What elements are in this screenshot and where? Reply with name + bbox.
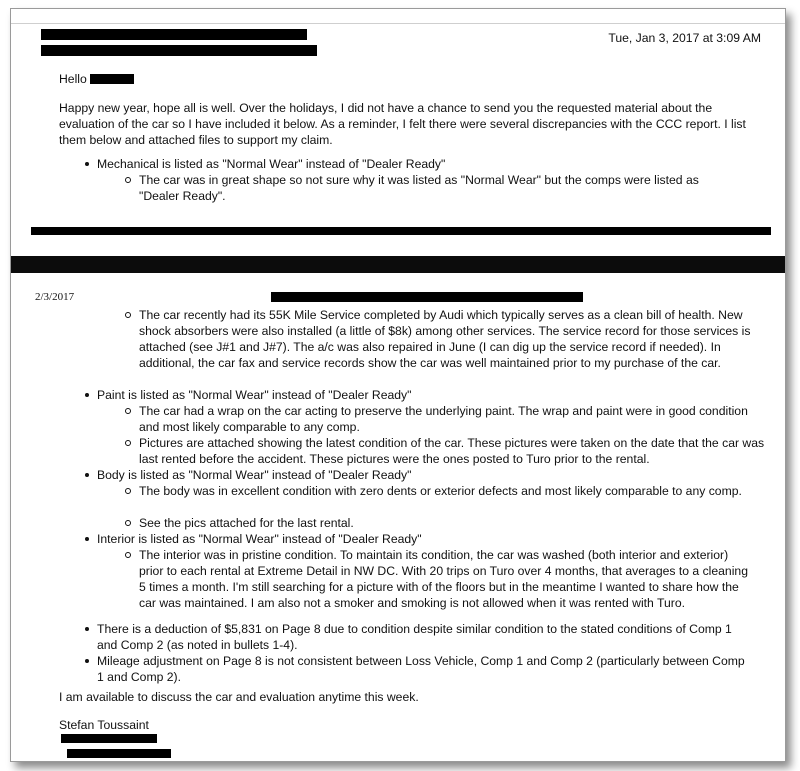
greeting: [59, 72, 134, 86]
page-break-bar: [11, 256, 785, 273]
sub-item-text: The car recently had its 55K Mile Service completed by Audi which typically serves as a clean bill of health. New shock absorbers were also installed (a little of $8k) among other services. The service record for those services is attached (see J#1 and J#7). The a/c was also repaired in June (I can dig up the service record if needed). In additional, the car fax and service records show the car was well maintained prior to my purchase of the car.: [139, 308, 751, 370]
page-date: 2/3/2017: [35, 291, 75, 303]
item-heading: Mileage adjustment on Page 8 is not consistent between Loss Vehicle, Comp 1 and Comp 2 (particularly between Comp 1 and Comp 2).: [97, 654, 745, 684]
sub-item-text: The car had a wrap on the car acting to preserve the underlying paint. The wrap and paint were in good condition and most likely comparable to any comp.: [139, 404, 748, 434]
redacted-sender-name: [41, 29, 307, 40]
bullet-dot: [85, 627, 89, 631]
bullet-circle: [125, 312, 131, 318]
header-divider: [11, 23, 785, 24]
list-item: [97, 387, 757, 403]
sub-item-text: The car was in great shape so not sure why it was listed as "Normal Wear" but the comps were listed as "Dealer Ready".: [139, 173, 699, 203]
sub-list-item: [139, 172, 729, 204]
item-heading: Body is listed as "Normal Wear" instead of "Dealer Ready": [97, 468, 412, 482]
item-heading: Paint is listed as "Normal Wear" instead of "Dealer Ready": [97, 388, 412, 402]
bullet-dot: [85, 659, 89, 663]
redacted-signature-line-2: [67, 749, 171, 758]
redacted-recipient-name: [90, 74, 134, 84]
sub-item-text: Pictures are attached showing the latest condition of the car. These pictures were taken on the date that the car was last rented before the accident. These pictures were the ones posted to Turo prior to the rental.: [139, 436, 765, 466]
bullet-dot: [85, 537, 89, 541]
item-heading: Mechanical is listed as "Normal Wear" instead of "Dealer Ready": [97, 157, 446, 171]
list-item: [97, 467, 757, 483]
sub-list-item: [139, 483, 744, 499]
bullet-circle: [125, 488, 131, 494]
sub-list-item: [139, 403, 759, 435]
signature-name: Stefan Toussaint: [59, 718, 149, 732]
list-item: [97, 156, 757, 172]
bullet-dot: [85, 473, 89, 477]
bullet-circle: [125, 408, 131, 414]
closing-paragraph: I am available to discuss the car and evaluation anytime this week.: [59, 690, 419, 704]
sub-item-text: The body was in excellent condition with zero dents or exterior defects and most likely comparable to any comp.: [139, 484, 742, 498]
greeting-word: Hello: [59, 72, 87, 86]
sub-list-item: [139, 435, 767, 467]
sub-item-text: See the pics attached for the last rental.: [139, 516, 354, 530]
sub-item-text: The interior was in pristine condition. To maintain its condition, the car was washed (both interior and exterior) prior to each rental at Extreme Detail in NW DC. With 20 trips on Turo over 4 months, that averages to a cleaning 5 times a month. I'm still searching for a picture with of the floors but in the meantime I wanted to share how the car was maintained. I am also not a smoker and smoking is not allowed when it was rented with Turo.: [139, 548, 748, 610]
item-heading: There is a deduction of $5,831 on Page 8 due to condition despite similar condition to the stated conditions of Comp 1 and Comp 2 (as noted in bullets 1-4).: [97, 622, 732, 652]
bullet-circle: [125, 440, 131, 446]
bullet-dot: [85, 162, 89, 166]
list-item: [97, 621, 733, 653]
bullet-dot: [85, 393, 89, 397]
bullet-circle: [125, 552, 131, 558]
redacted-footer-line: [31, 227, 771, 235]
document-frame: [10, 8, 786, 762]
sub-list-item: [139, 515, 759, 531]
sub-list-item: [139, 307, 767, 371]
intro-paragraph: Happy new year, hope all is well. Over the holidays, I did not have a chance to send you the requested material about the evaluation of the car so I have included it below. As a reminder, I felt there were several discrepancies with the CCC report. I list them below and attached files to support my claim.: [59, 101, 746, 147]
sub-list-item: [139, 547, 754, 611]
list-item: [97, 653, 749, 685]
redacted-sender-email: [41, 45, 317, 56]
item-heading: Interior is listed as "Normal Wear" instead of "Dealer Ready": [97, 532, 422, 546]
email-date: Tue, Jan 3, 2017 at 3:09 AM: [608, 31, 761, 45]
list-item: [97, 531, 757, 547]
bullet-circle: [125, 520, 131, 526]
redacted-signature-line-1: [61, 734, 157, 743]
bullet-circle: [125, 177, 131, 183]
redacted-page-header: [271, 292, 583, 302]
